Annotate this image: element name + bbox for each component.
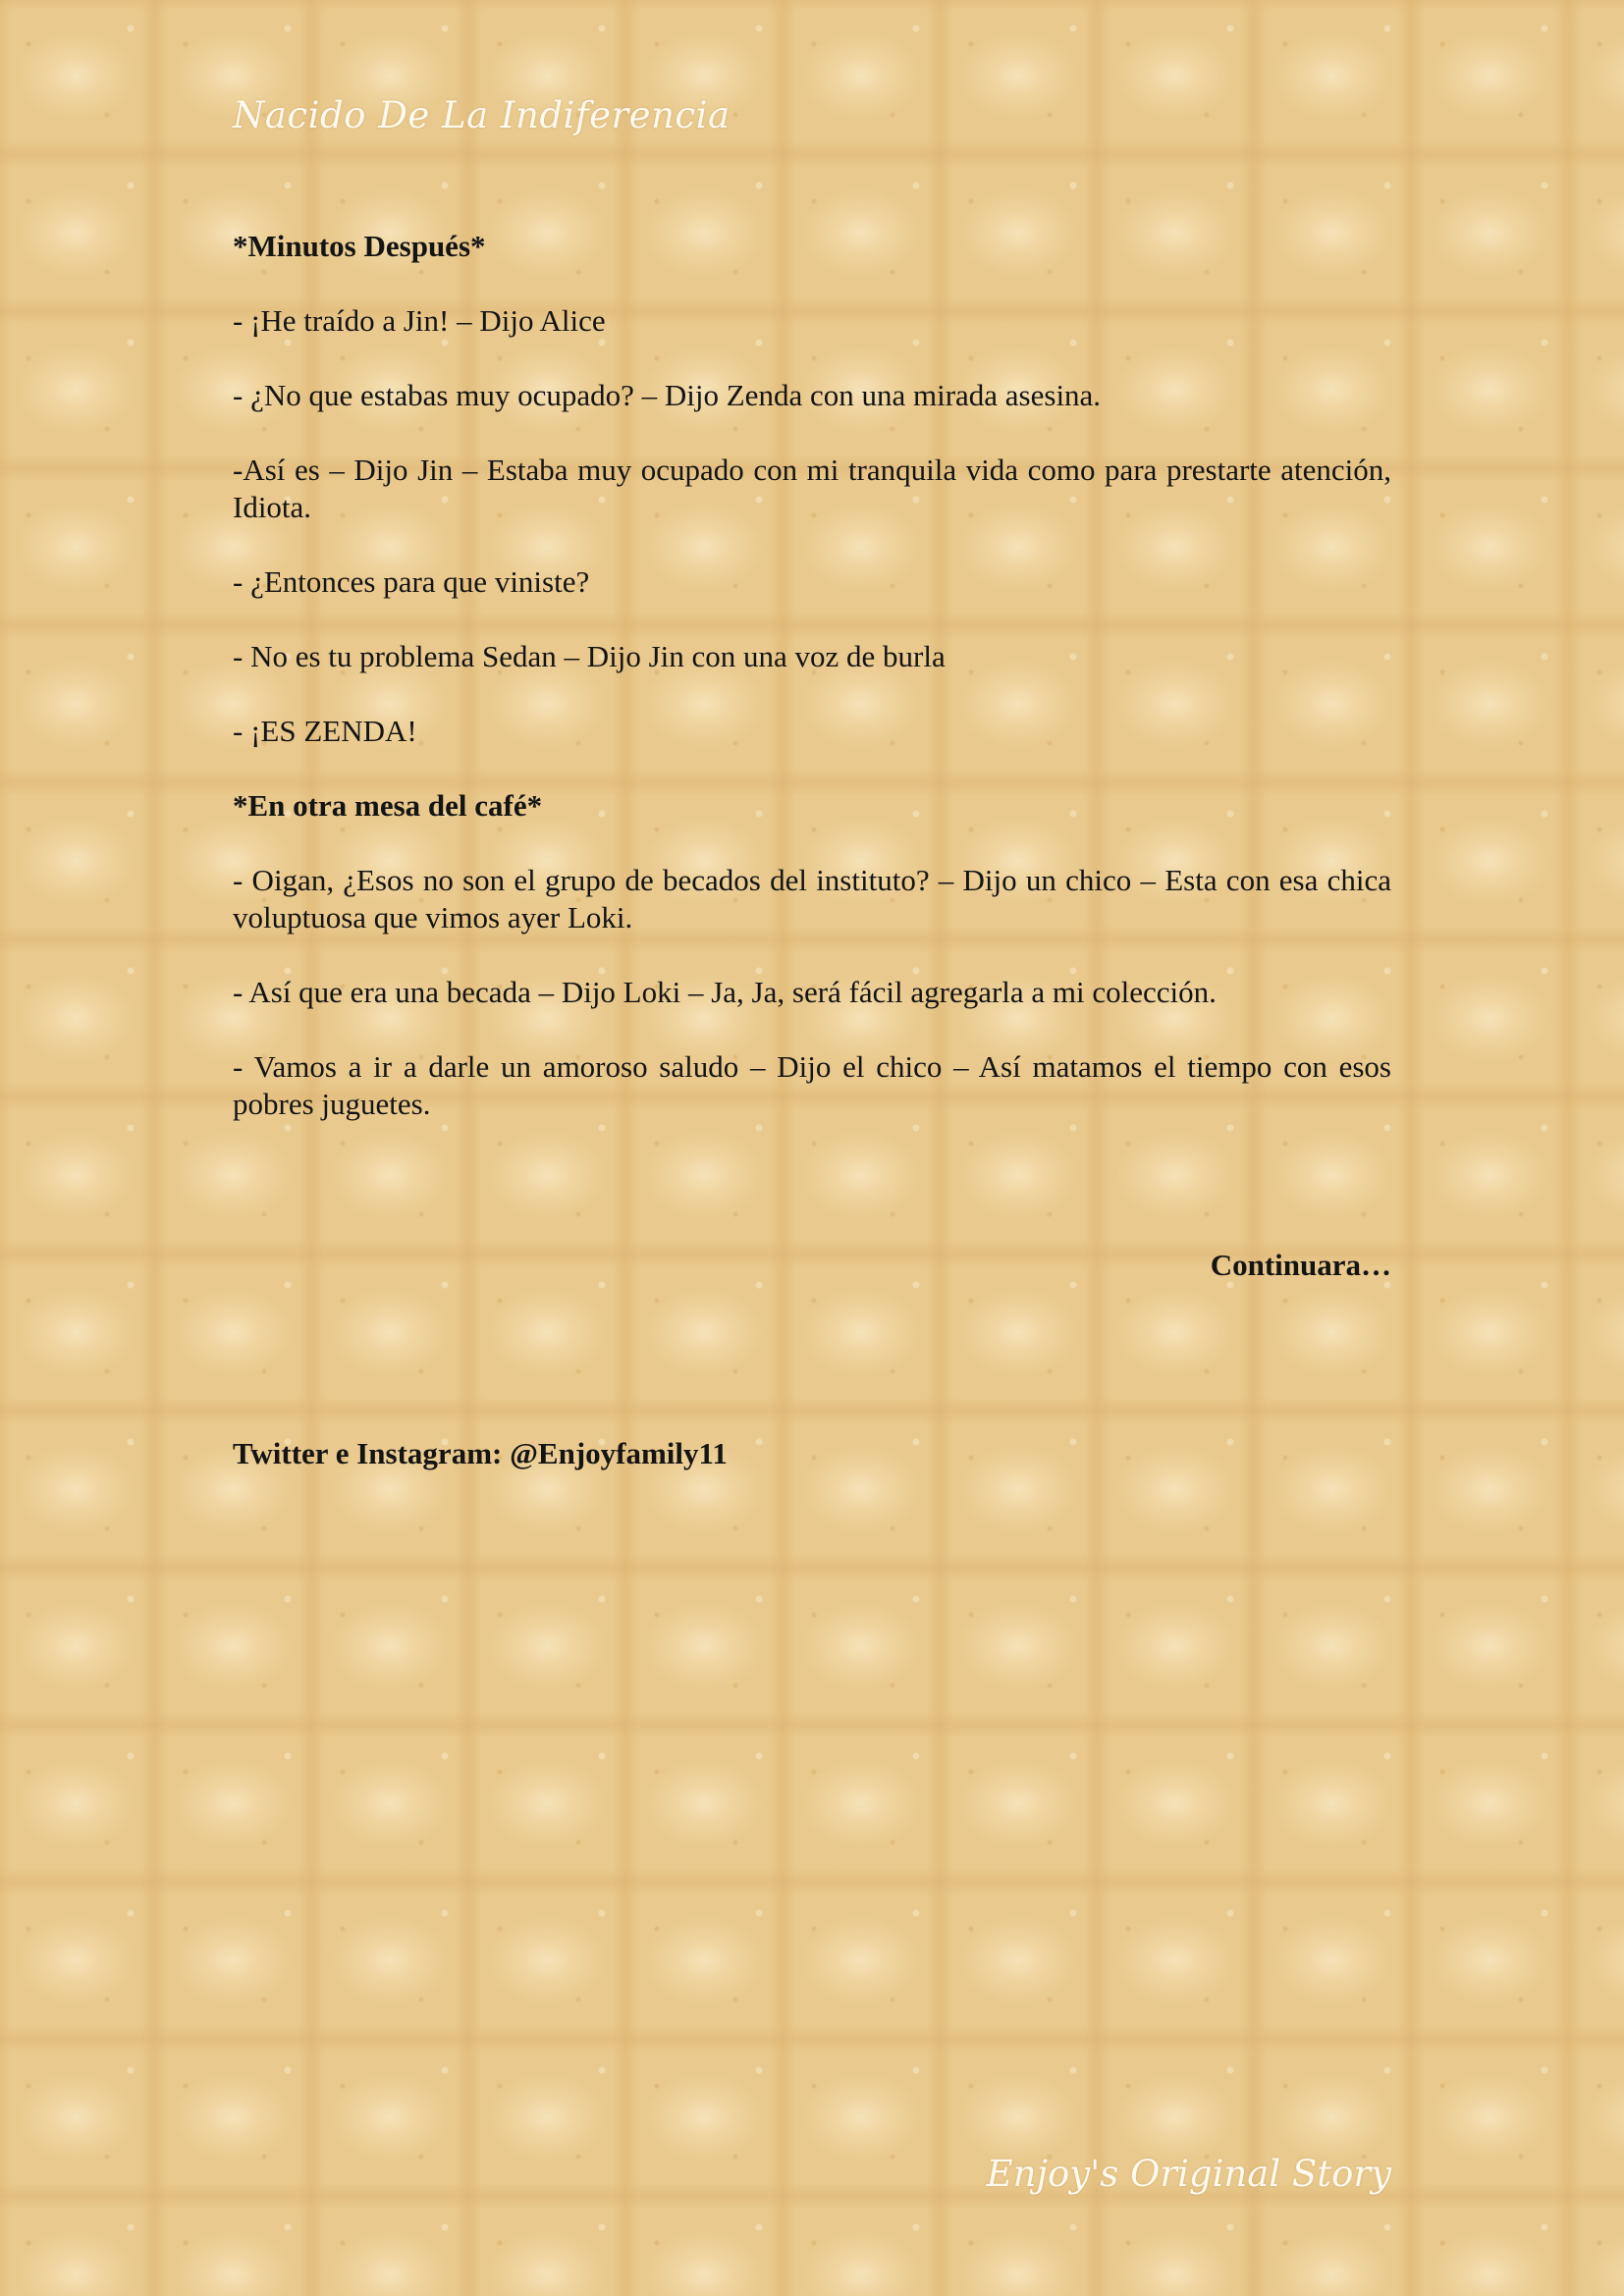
social-handle-text: Twitter e Instagram: @Enjoyfamily11 xyxy=(233,1436,728,1470)
dialogue-paragraph: - Así que era una becada – Dijo Loki – Ja, Ja, será fácil agregarla a mi colección. xyxy=(233,975,1217,1009)
dialogue-paragraph: -Así es – Dijo Jin – Estaba muy ocupado con mi tranquila vida como para prestarte atención, Idiota. xyxy=(233,453,1391,524)
dialogue-paragraph: - No es tu problema Sedan – Dijo Jin con una voz de burla xyxy=(233,639,946,673)
dialogue-paragraph: - ¿No que estabas muy ocupado? – Dijo Zenda con una mirada asesina. xyxy=(233,378,1102,412)
dialogue-paragraph: - ¡ES ZENDA! xyxy=(233,714,417,748)
document-header-title: Nacido De La Indiferencia xyxy=(233,94,731,136)
dialogue-paragraph: - Oigan, ¿Esos no son el grupo de becados del instituto? – Dijo un chico – Esta con esa chica voluptuosa que vimos ayer Loki. xyxy=(233,863,1391,934)
dialogue-paragraph: - ¿Entonces para que viniste? xyxy=(233,564,590,599)
scene-heading: *Minutos Después* xyxy=(233,229,486,263)
story-body xyxy=(233,228,1391,1160)
document-footer-title: Enjoy's Original Story xyxy=(986,2153,1391,2195)
scene-heading: *En otra mesa del café* xyxy=(233,788,543,823)
dialogue-paragraph: - Vamos a ir a darle un amoroso saludo – Dijo el chico – Así matamos el tiempo con esos pobres juguetes. xyxy=(233,1049,1391,1121)
dialogue-paragraph: - ¡He traído a Jin! – Dijo Alice xyxy=(233,303,606,338)
to-be-continued-text: Continuara… xyxy=(1210,1248,1391,1282)
